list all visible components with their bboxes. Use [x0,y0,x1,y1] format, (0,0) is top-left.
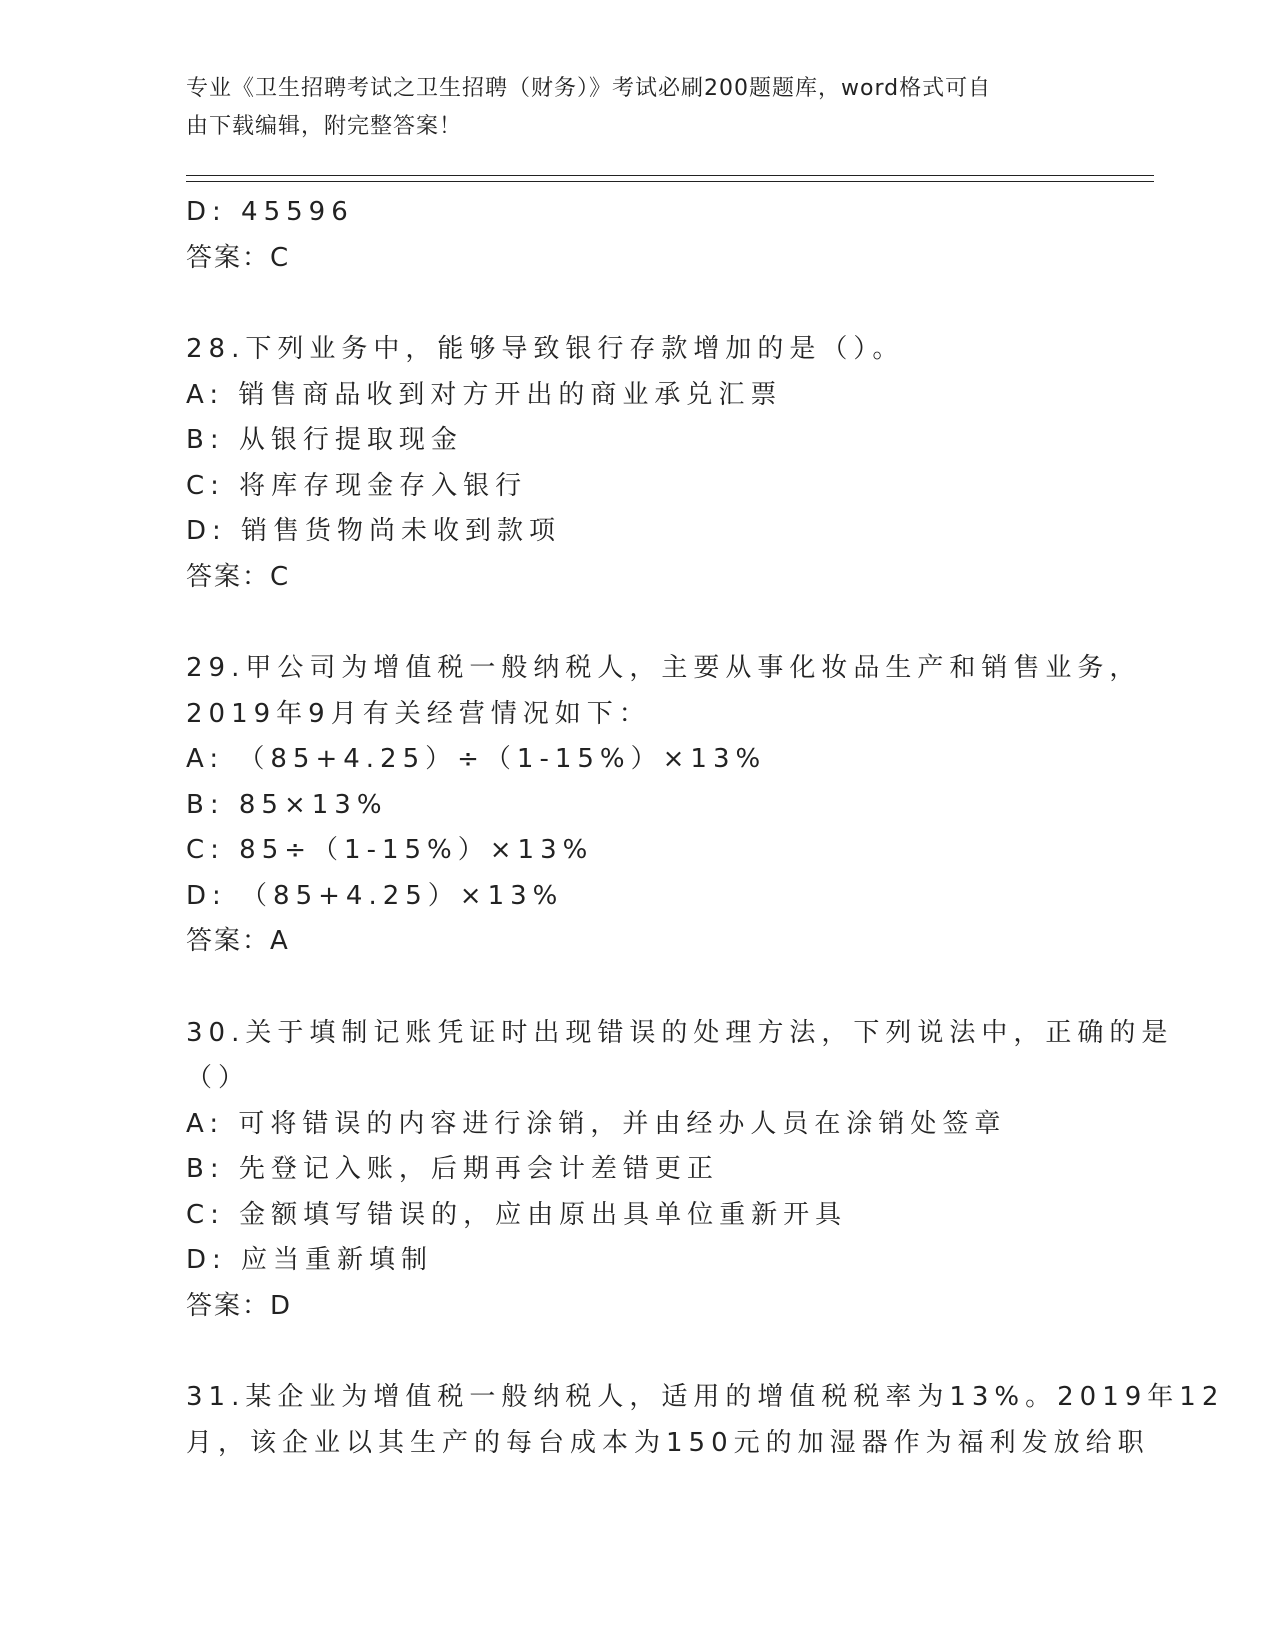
question-stem-line-1: 29.甲公司为增值税一般纳税人，主要从事化妆品生产和销售业务， [186,653,1142,683]
header-divider-top [186,175,1154,176]
answer-label: 答案：C [186,242,291,273]
question-stem-line-1: 30.关于填制记账凭证时出现错误的处理方法，下列说法中，正确的是 [186,1017,1174,1048]
answer-label: 答案：A [186,926,290,956]
option-d: D: 应当重新填制 [186,1245,434,1275]
option-c: C: 85÷（1-15%）×13% [186,835,594,865]
question-stem-line-2: 月，该企业以其生产的每台成本为150元的加湿器作为福利发放给职 [186,1427,1150,1458]
question-31 [186,1375,1225,1466]
option-c: C: 金额填写错误的，应由原出具单位重新开具 [186,1199,848,1230]
question-27-tail [186,190,1086,281]
option-b: B: 85×13% [186,789,388,820]
option-d: D: 45596 [186,197,354,227]
question-stem-line-1: 31.某企业为增值税一般纳税人，适用的增值税税率为13%。2019年12 [186,1382,1225,1412]
option-b: B: 先登记入账，后期再会计差错更正 [186,1154,719,1184]
option-c: C: 将库存现金存入银行 [186,470,528,501]
header-line-2: 由下载编辑，附完整答案！ [186,114,463,139]
header-line-1: 专业《卫生招聘考试之卫生招聘（财务）》考试必刷200题题库，word格式可自 [186,76,992,101]
answer-label: 答案：C [186,561,291,592]
option-a: A: 可将错误的内容进行涂销，并由经办人员在涂销处签章 [186,1108,1007,1139]
option-d: D: （85+4.25）×13% [186,880,564,911]
option-a: A: （85+4.25）÷（1-15%）×13% [186,744,767,774]
option-b: B: 从银行提取现金 [186,425,463,455]
question-stem-line-2: （） [186,1063,251,1093]
document-body [186,190,1225,1466]
question-30 [186,1011,1174,1330]
question-stem-line-2: 2019年9月有关经营情况如下： [186,698,651,729]
option-d: D: 销售货物尚未收到款项 [186,516,562,546]
question-28 [186,327,1086,600]
document-header [186,70,1066,146]
option-a: A: 销售商品收到对方开出的商业承兑汇票 [186,379,783,410]
question-stem: 28.下列业务中，能够导致银行存款增加的是（）。 [186,334,905,364]
header-divider-bottom [186,181,1154,182]
question-29 [186,646,1142,965]
answer-label: 答案：D [186,1290,293,1321]
